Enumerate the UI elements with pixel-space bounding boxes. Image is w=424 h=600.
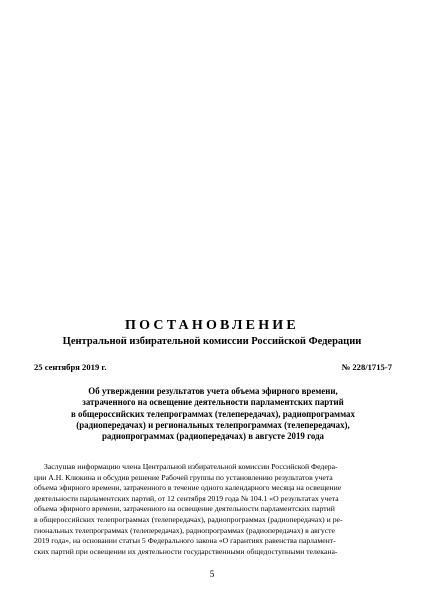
title-line: (радиопередачах) и региональных телепрограммах (телепередачах), — [76, 419, 350, 430]
body-line: в общероссийских телепрограммах (телепередачах), радиопрограммах (радиопередачах) и ре- — [34, 514, 343, 524]
title-line: затраченного на освещение деятельности парламентских партий — [82, 397, 344, 408]
document-number: № 228/1715-7 — [341, 362, 392, 372]
body-line: Заслушав информацию члена Центральной избирательной комиссии Российской Федера- — [44, 462, 338, 471]
body-paragraph — [34, 462, 392, 557]
body-line: 2019 года», на основании статьи 5 Федерального закона «О гарантиях равенства парламент- — [34, 536, 336, 546]
body-line: ских партий при освещении их деятельности государственными общедоступными телекана- — [34, 546, 338, 556]
document-title — [46, 386, 380, 442]
body-line: деятельности парламентских партий, от 12 сентября 2019 года № 104.1 «О результатах учета — [34, 493, 339, 503]
page-number: 5 — [209, 569, 215, 579]
body-line: гиональных телепрограммах (телепередачах), радиопрограммах (радиопередачах) в августе — [34, 525, 335, 535]
issuer-heading: Центральной избирательной комиссии Российской Федерации — [62, 336, 362, 347]
body-line: объема эфирного времени, затраченного в течение одного календарного месяца на освещение — [34, 483, 342, 493]
document-date: 25 сентября 2019 г. — [34, 362, 107, 372]
body-line: объема эфирного времени, затраченного на освещение деятельности парламентских партий — [34, 504, 335, 514]
title-line: радиопрограммах (радиопередачах) в августе 2019 года — [101, 431, 324, 442]
document-type-heading: ПОСТАНОВЛЕНИЕ — [125, 318, 299, 333]
title-line: в общероссийских телепрограммах (телепередачах), радиопрограммах — [71, 408, 355, 419]
title-line: Об утверждении результатов учета объема эфирного времени, — [88, 386, 338, 396]
body-line: ции А.Н. Клюкина и обсудив решение Рабочей группы по установлению результатов учета — [34, 472, 333, 482]
dateline — [34, 362, 392, 372]
